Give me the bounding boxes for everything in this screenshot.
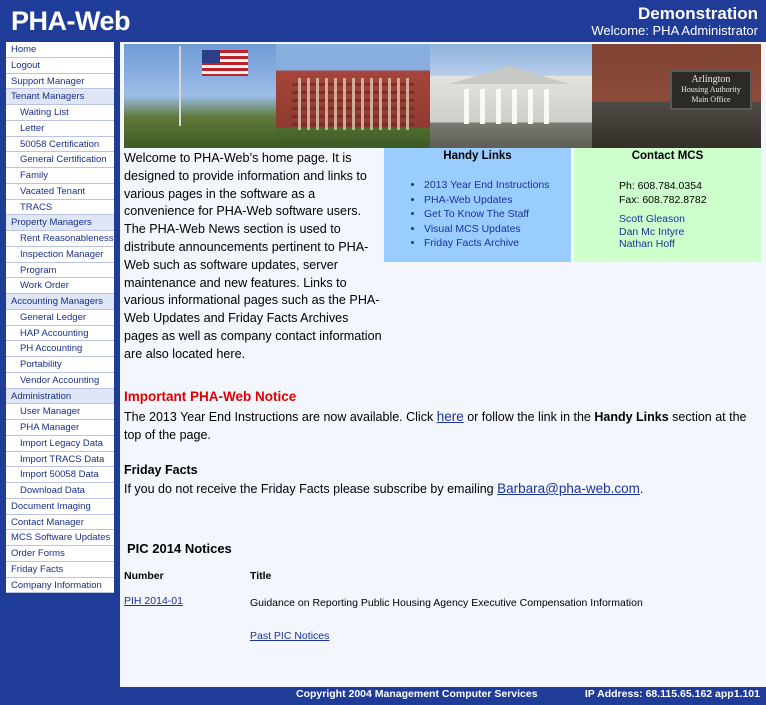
contact-fax: Fax: 608.782.8782: [619, 194, 707, 206]
sidebar-item-pha-manager[interactable]: PHA Manager: [6, 420, 114, 436]
sidebar-item-accounting-managers[interactable]: Accounting Managers: [6, 294, 114, 310]
flagpole-shape: [179, 46, 181, 126]
sign-line-1: Arlington: [691, 74, 731, 85]
sidebar-item-50058-certification[interactable]: 50058 Certification: [6, 137, 114, 153]
sidebar-item-family[interactable]: Family: [6, 168, 114, 184]
sidebar-item-import-tracs-data[interactable]: Import TRACS Data: [6, 452, 114, 468]
sidebar-item-download-data[interactable]: Download Data: [6, 483, 114, 499]
sidebar-item-portability[interactable]: Portability: [6, 357, 114, 373]
sidebar-item-friday-facts[interactable]: Friday Facts: [6, 562, 114, 578]
sidebar-item-document-imaging[interactable]: Document Imaging: [6, 499, 114, 515]
housing-authority-sign-photo: [592, 44, 761, 148]
pha-web-logo[interactable]: PHA-Web: [11, 6, 131, 36]
housing-authority-sign: [670, 70, 752, 110]
handy-links-box: [384, 148, 571, 262]
friday-facts-text: If you do not receive the Friday Facts please subscribe by emailing: [124, 482, 498, 496]
roof-shape: [434, 66, 584, 84]
sign-line-2: Housing Authority: [681, 85, 741, 94]
sidebar-item-vendor-accounting[interactable]: Vendor Accounting: [6, 373, 114, 389]
sidebar-nav: [5, 41, 115, 594]
sidebar-item-inspection-manager[interactable]: Inspection Manager: [6, 247, 114, 263]
contact-names: [619, 213, 761, 251]
sidebar-item-rent-reasonableness[interactable]: Rent Reasonableness: [6, 231, 114, 247]
friday-facts-body: [124, 480, 760, 498]
sidebar-item-property-managers[interactable]: Property Managers: [6, 215, 114, 231]
sidebar-item-program[interactable]: Program: [6, 263, 114, 279]
sidebar-item-vacated-tenant[interactable]: Vacated Tenant: [6, 184, 114, 200]
building-windows-shape: [292, 78, 414, 130]
contact-title: Contact MCS: [631, 150, 704, 162]
pic-notice-title: Guidance on Reporting Public Housing Agency Executive Compensation Information: [250, 597, 643, 609]
sidebar-item-support-manager[interactable]: Support Manager: [6, 74, 114, 90]
intro-paragraph: Welcome to PHA-Web’s home page. It is designed to provide information and links to various pages in the software as a convenience for PHA-Web software users. The PHA-Web News section is used to distribute announcements pertinent to PHA-Web such as software updates, server maintenance and new features. Links to various informational pages such as the PHA-Web Updates and Friday Facts Archives pages as well as company contact information are also located here.: [124, 151, 382, 361]
notice-here-link[interactable]: here: [436, 409, 464, 424]
contact-name-link[interactable]: Dan Mc Intyre: [619, 225, 685, 238]
sidebar-item-order-forms[interactable]: Order Forms: [6, 546, 114, 562]
handy-link-visual-mcs-updates[interactable]: • Visual MCS Updates: [424, 222, 571, 237]
sidebar-item-ph-accounting[interactable]: PH Accounting: [6, 341, 114, 357]
contact-phones: [619, 179, 761, 207]
flag-ceremony-photo: [124, 44, 276, 148]
notice-bold: Handy Links: [594, 410, 669, 424]
flag-shape: [202, 50, 248, 76]
sidebar-item-import-50058-data[interactable]: Import 50058 Data: [6, 467, 114, 483]
sidebar-item-work-order[interactable]: Work Order: [6, 278, 114, 294]
footer: [0, 687, 766, 705]
sidebar-item-waiting-list[interactable]: Waiting List: [6, 105, 114, 121]
photo-banner: [124, 44, 761, 148]
contact-phone: Ph: 608.784.0354: [619, 180, 702, 192]
notice-text-middle: or follow the link in the: [463, 410, 595, 424]
sidebar-item-tenant-managers[interactable]: Tenant Managers: [6, 89, 114, 105]
pic-col-title: Title: [250, 570, 272, 582]
sidebar-item-letter[interactable]: Letter: [6, 121, 114, 137]
apartment-building-photo: [276, 44, 430, 148]
handy-link-pha-web-updates[interactable]: • PHA-Web Updates: [424, 193, 571, 208]
site-title: Demonstration: [638, 4, 758, 23]
friday-facts-end: .: [639, 482, 644, 496]
handy-links-title: Handy Links: [443, 150, 512, 162]
past-pic-notices-link[interactable]: Past PIC Notices: [250, 630, 330, 642]
pic-notice-link[interactable]: PIH 2014-01: [124, 595, 183, 607]
handy-link-get-to-know-the-staff[interactable]: • Get To Know The Staff: [424, 207, 571, 222]
sidebar-item-logout[interactable]: Logout: [6, 58, 114, 74]
notice-text-before: The 2013 Year End Instructions are now available. Click: [124, 410, 437, 424]
sidebar-item-administration[interactable]: Administration: [6, 389, 114, 405]
contact-name-link[interactable]: Nathan Hoff: [619, 238, 675, 250]
sidebar-item-mcs-software-updates[interactable]: MCS Software Updates: [6, 530, 114, 546]
welcome-text: Welcome: PHA Administrator: [591, 23, 758, 38]
sidebar-item-general-ledger[interactable]: General Ledger: [6, 310, 114, 326]
sign-line-3: Main Office: [691, 95, 731, 104]
columns-shape: [464, 89, 554, 124]
sidebar-item-user-manager[interactable]: User Manager: [6, 404, 114, 420]
handy-link-2013-year-end-instructions[interactable]: • 2013 Year End Instructions: [424, 178, 571, 193]
friday-facts-title: Friday Facts: [124, 463, 198, 477]
pic-notices-title: PIC 2014 Notices: [127, 541, 232, 556]
handy-link-friday-facts-archive[interactable]: • Friday Facts Archive: [424, 236, 571, 251]
copyright-text: Copyright 2004 Management Computer Services: [296, 688, 538, 700]
notice-title: Important PHA-Web Notice: [124, 389, 297, 404]
sidebar-item-contact-manager[interactable]: Contact Manager: [6, 515, 114, 531]
main-content: [120, 42, 766, 687]
sidebar-item-tracs[interactable]: TRACS: [6, 200, 114, 216]
email-link[interactable]: Barbara@pha-web.com: [497, 481, 640, 496]
sidebar-item-company-information[interactable]: Company Information: [6, 578, 114, 594]
sidebar-item-general-certification[interactable]: General Certification: [6, 152, 114, 168]
white-building-photo: [430, 44, 592, 148]
contact-name-link[interactable]: Scott Gleason: [619, 213, 685, 225]
notice-body: [124, 408, 760, 444]
pic-col-number: Number: [124, 570, 164, 582]
notice-text-after: section at the top of the page.: [124, 410, 747, 442]
sidebar-item-hap-accounting[interactable]: HAP Accounting: [6, 326, 114, 342]
sidebar-item-home[interactable]: Home: [6, 42, 114, 58]
header: [0, 0, 766, 42]
sidebar-item-import-legacy-data[interactable]: Import Legacy Data: [6, 436, 114, 452]
handy-links-list: [424, 178, 571, 251]
ip-address-text: IP Address: 68.115.65.162 app1.101: [584, 688, 760, 700]
contact-box: [574, 148, 761, 262]
